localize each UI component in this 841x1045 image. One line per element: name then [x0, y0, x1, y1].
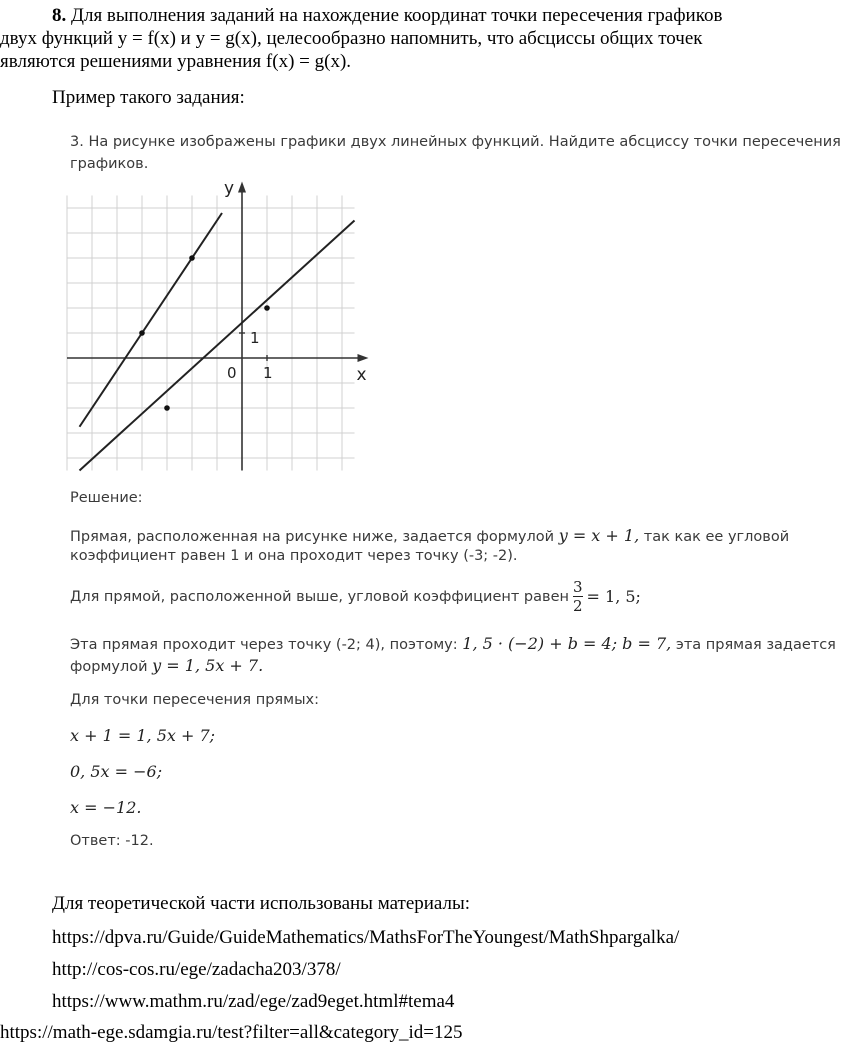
task-number: 8.: [52, 5, 67, 26]
graph-point: [164, 405, 170, 411]
axes: [67, 182, 369, 471]
x-axis-arrow: [358, 354, 369, 362]
source-link-1[interactable]: https://dpva.ru/Guide/GuideMathematics/MathsForTheYoungest/MathShpargalka/: [52, 927, 680, 948]
answer: Ответ: -12.: [70, 833, 154, 849]
solution-p1-line1: Прямая, расположенная на рисунке ниже, задается формулой y = x + 1, так как ее угловой: [70, 526, 790, 545]
formula-y-15x-plus-7: y = 1, 5x + 7.: [152, 656, 264, 675]
task-line-1: 3. На рисунке изображены графики двух линейных функций. Найдите абсциссу точки пересечения: [70, 134, 841, 150]
graph-point: [264, 305, 270, 311]
task-line-2: графиков.: [70, 156, 149, 172]
function-graph: [60, 180, 370, 480]
intro-line-2: двух функций y = f(x) и y = g(x), целесообразно напомнить, что абсциссы общих точек: [0, 28, 703, 49]
solution-p4: Для точки пересечения прямых:: [70, 692, 320, 708]
graph-line-2: [80, 213, 223, 427]
formula-y-x-plus-1: y = x + 1,: [558, 526, 640, 545]
y-axis-arrow: [238, 182, 246, 193]
intro-line-1: 8. Для выполнения заданий на нахождение координат точки пересечения графиков: [52, 5, 723, 26]
x-axis-label: x: [356, 365, 367, 385]
solution-p3-line1: Эта прямая проходит через точку (-2; 4), поэтому: 1, 5 · (−2) + b = 4; b = 7, эта прямая задается: [70, 634, 836, 653]
origin-label: 0: [227, 364, 237, 382]
source-link-2[interactable]: http://cos-cos.ru/ege/zadacha203/378/: [52, 959, 341, 980]
solution-p1-line2: коэффициент равен 1 и она проходит через точку (-3; -2).: [70, 548, 518, 564]
graph-point: [139, 330, 145, 336]
formula-find-b: 1, 5 · (−2) + b = 4; b = 7,: [462, 634, 672, 653]
intro-paragraph: [0, 4, 816, 73]
example-label: Пример такого задания:: [52, 87, 245, 108]
solution-p2: Для прямой, расположенной выше, угловой коэффициент равен $\frac{3}{2}$ = 1, 5;: [70, 578, 641, 615]
y-axis-label: y: [224, 178, 235, 199]
source-link-4[interactable]: https://math-ege.sdamgia.ru/test?filter=all&category_id=125: [0, 1022, 463, 1043]
y-one-label: 1: [250, 329, 260, 347]
intro-line-3: являются решениями уравнения f(x) = g(x).: [0, 51, 352, 72]
solution-heading: Решение:: [70, 490, 143, 506]
equation-1: x + 1 = 1, 5x + 7;: [70, 726, 216, 745]
equation-2: 0, 5x = −6;: [70, 762, 163, 781]
graph-point: [189, 255, 195, 261]
grid: [67, 196, 355, 471]
sources-heading: Для теоретической части использованы материалы:: [52, 893, 471, 914]
fraction-three-halves: $\frac{3}{2}$: [572, 578, 583, 615]
source-link-3[interactable]: https://www.mathm.ru/zad/ege/zad9eget.html#tema4: [52, 991, 455, 1012]
x-one-label: 1: [263, 364, 273, 382]
equation-3: x = −12.: [70, 798, 142, 817]
solution-p3-line2: формулой y = 1, 5x + 7.: [70, 656, 264, 675]
